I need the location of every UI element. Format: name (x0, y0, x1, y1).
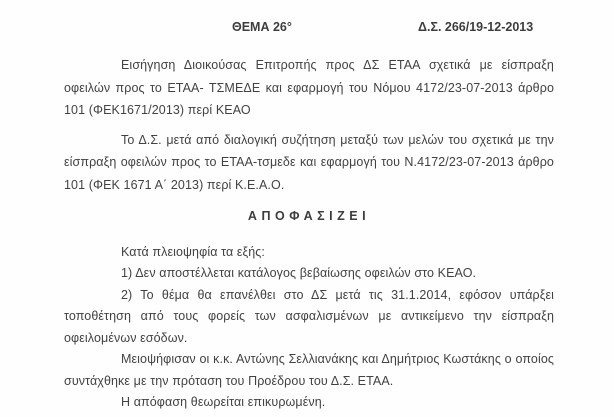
decision-heading: ΑΠΟΦΑΣΙΖΕΙ (247, 209, 371, 223)
decision-item-2: 2) Το θέμα θα επανέλθει στο ΔΣ μετά τις 31.1.2014, εφόσον υπάρξει τοποθέτηση από τους φορείς των ασφαλισμένων με αντικείμενο την είσπραξη οφειλομένων εσόδων. (64, 287, 554, 345)
topic-label: ΘΕΜΑ 26° (232, 20, 292, 34)
document-body (64, 50, 554, 414)
decision-block (64, 242, 554, 414)
decision-item-1: 1) Δεν αποστέλλεται κατάλογος βεβαίωσης οφειλών στο ΚΕΑΟ. (121, 266, 477, 280)
reference-number: Δ.Σ. 266/19-12-2013 (418, 20, 534, 34)
ratification-line: Η απόφαση θεωρείται επικυρωμένη. (121, 395, 326, 409)
minority-paragraph: Μειοψήφισαν οι κ.κ. Αντώνης Σελλιανάκης και Δημήτριος Κωστάκης ο οποίος συντάχθηκε με την πρόταση του Προέδρου του Δ.Σ. ΕΤΑΑ. (64, 352, 554, 388)
discussion-paragraph: Το Δ.Σ. μετά από διαλογική συζήτηση μεταξύ των μελών του σχετικά με την είσπραξη οφειλών προς το ΕΤΑΑ-τσμεδε και εφαρμογή του Ν.4172/23-07-2013 άρθρο 101 (ΦΕΚ 1671 Α΄ 2013) περί Κ.Ε.Α.Ο. (64, 132, 554, 192)
majority-intro-line: Κατά πλειοψηφία τα εξής: (121, 244, 265, 259)
intro-paragraph: Εισήγηση Διοικούσας Επιτροπής προς ΔΣ ΕΤΑΑ σχετικά με είσπραξη οφειλών προς το ΕΤΑΑ- ΤΣΜΕΔΕ και εφαρμογή του Νόμου 4172/23-07-2013 άρθρο 101 (ΦΕΚ1671/2013) περί ΚΕΑΟ (64, 58, 554, 117)
